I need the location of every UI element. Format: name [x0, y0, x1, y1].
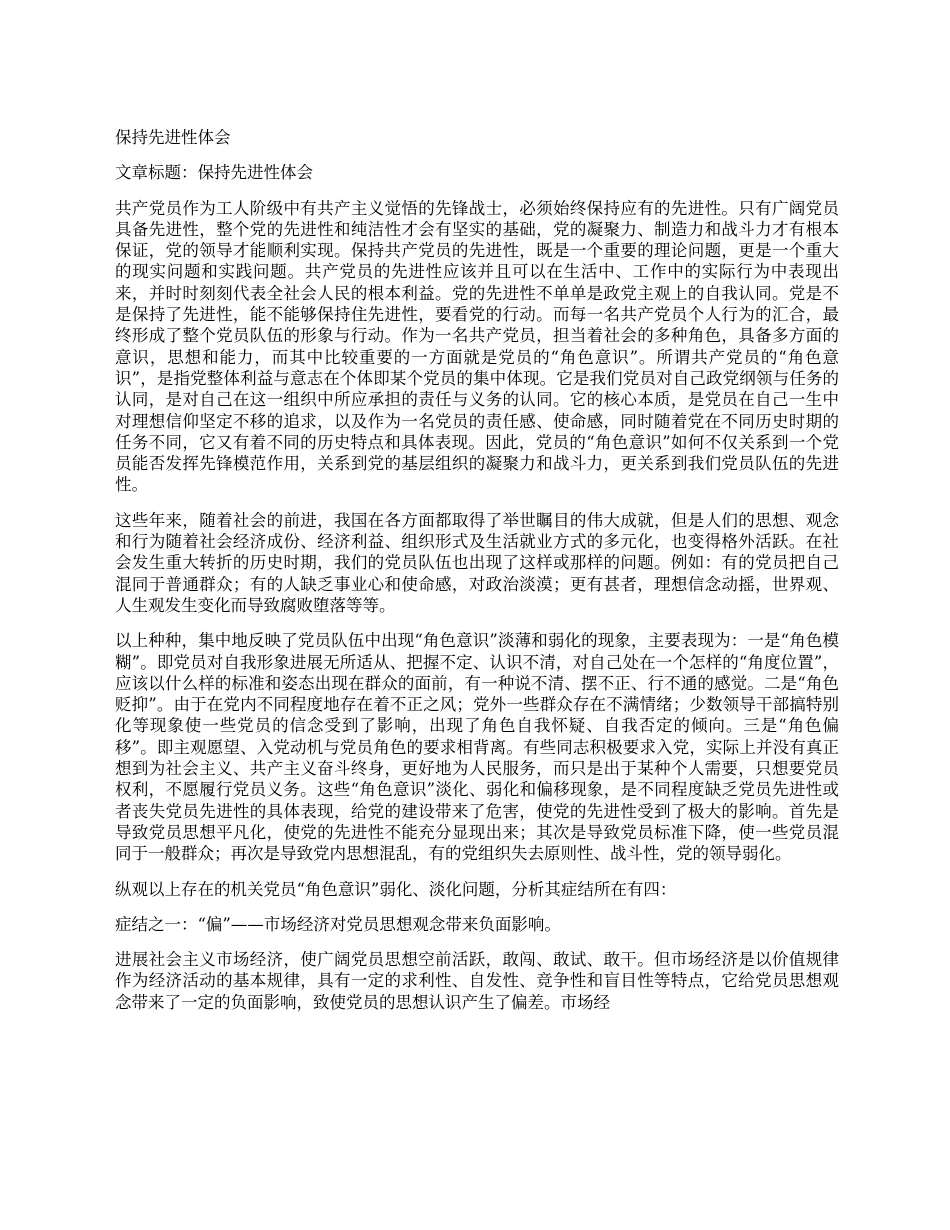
paragraph-4: 纵观以上存在的机关党员“角色意识”弱化、淡化问题，分析其症结所在有四： — [115, 879, 677, 899]
paragraph-5: 症结之一：“偏”——市场经济对党员思想观念带来负面影响。 — [115, 914, 561, 934]
document-title: 保持先进性体会 — [115, 128, 231, 147]
article-heading: 文章标题：保持先进性体会 — [115, 163, 313, 183]
paragraph-1: 共产党员作为工人阶级中有共产主义觉悟的先锋战士，必须始终保持应有的先进性。只有广阔党员具备先进性，整个党的先进性和纯洁性才会有坚实的基础，党的凝聚力、制造力和战斗力才有根本保证，党的领导才能顺利实现。保持共产党员的先进性，既是一个重要的理论问题，更是一个重大的现实问题和实践问题。共产党员的先进性应该并且可以在生活中、工作中的实际行为中表现出来，并时时刻刻代表全社会人民的根本利益。党的先进性不单单是政党主观上的自我认同。党是不是保持了先进性，能不能够保持住先进性，要看党的行动。而每一名共产党员个人行为的汇合，最终形成了整个党员队伍的形象与行动。作为一名共产党员，担当着社会的多种角色，具备多方面的意识，思想和能力，而其中比较重要的一方面就是党员的“角色意识”。所谓共产党员的“角色意识”，是指党整体利益与意志在个体即某个党员的集中体现。它是我们党员对自己政党纲领与任务的认同，是对自己在这一组织中所应承担的责任与义务的认同。它的核心本质，是党员在自己一生中对理想信仰坚定不移的追求，以及作为一名党员的责任感、使命感，同时随着党在不同历史时期的任务不同，它又有着不同的历史特点和具体表现。因此，党员的“角色意识”如何不仅关系到一个党员能否发挥先锋模范作用，关系到党的基层组织的凝聚力和战斗力，更关系到我们党员队伍的先进性。 — [115, 198, 839, 495]
paragraph-2: 这些年来，随着社会的前进，我国在各方面都取得了举世瞩目的伟大成就，但是人们的思想、观念和行为随着社会经济成份、经济利益、组织形式及生活就业方式的多元化，也变得格外活跃。在社会发生重大转折的历史时期，我们的党员队伍也出现了这样或那样的问题。例如：有的党员把自己混同于普通群众；有的人缺乏事业心和使命感，对政治淡漠；更有甚者，理想信念动摇，世界观、人生观发生变化而导致腐败堕落等等。 — [115, 510, 839, 615]
paragraph-3: 以上种种，集中地反映了党员队伍中出现“角色意识”淡薄和弱化的现象，主要表现为：一是“角色模糊”。即党员对自我形象进展无所适从、把握不定、认识不清，对自己处在一个怎样的“角度位置”，应该以什么样的标准和姿态出现在群众的面前，有一种说不清、摆不正、行不通的感觉。二是“角色贬抑”。由于在党内不同程度地存在着不正之风；党外一些群众存在不满情绪；少数领导干部搞特别化等现象使一些党员的信念受到了影响，出现了角色自我怀疑、自我否定的倾向。三是“角色偏移”。即主观愿望、入党动机与党员角色的要求相背离。有些同志积极要求入党，实际上并没有真正想到为社会主义、共产主义奋斗终身，更好地为人民服务，而只是出于某种个人需要，只想要党员权利，不愿履行党员义务。这些“角色意识”淡化、弱化和偏移现象，是不同程度缺乏党员先进性或者丧失党员先进性的具体表现，给党的建设带来了危害，使党的先进性受到了极大的影响。首先是导致党员思想平凡化，使党的先进性不能充分显现出来；其次是导致党员标准下降，使一些党员混同于一般群众；再次是导致党内思想混乱，有的党组织失去原则性、战斗性，党的领导弱化。 — [115, 631, 839, 864]
document-page — [115, 127, 839, 1027]
paragraph-6: 进展社会主义市场经济，使广阔党员思想空前活跃，敢闯、敢试、敢干。但市场经济是以价值规律作为经济活动的基本规律，具有一定的求利性、自发性、竞争性和盲目性等特点，它给党员思想观念带来了一定的负面影响，致使党员的思想认识产生了偏差。市场经 — [115, 950, 839, 1012]
